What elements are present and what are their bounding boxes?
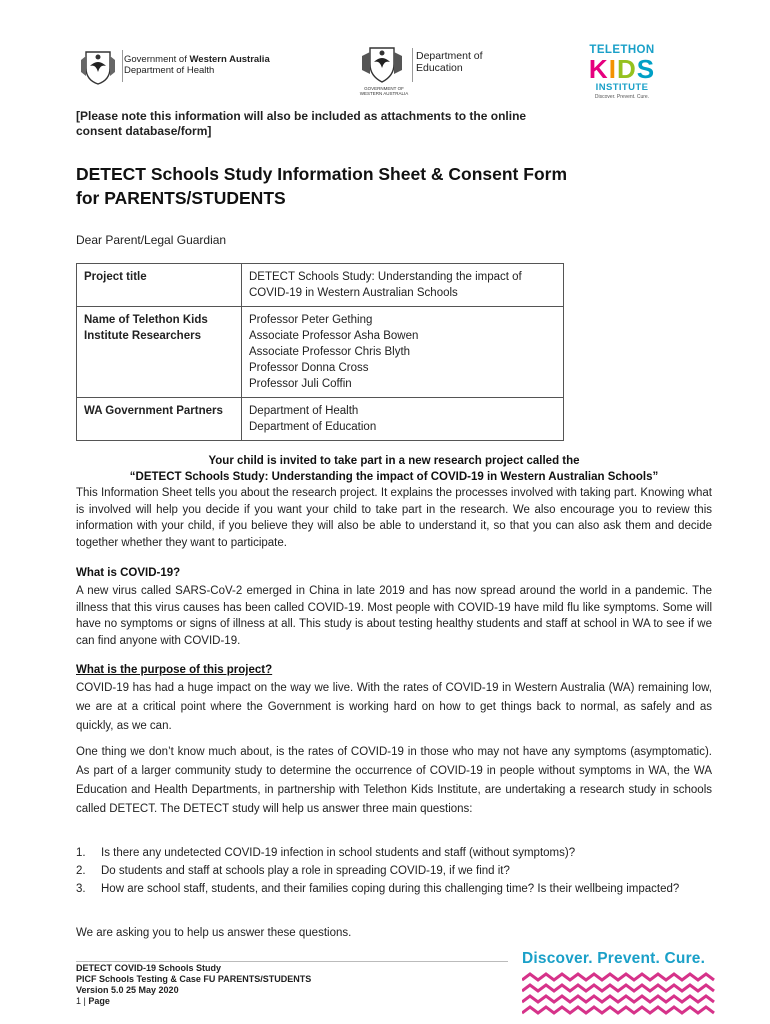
- kids-letter: S: [636, 54, 656, 84]
- footer-divider: [76, 961, 508, 962]
- researchers-label: Name of Telethon Kids Institute Researchers: [77, 307, 242, 398]
- questions-list: [76, 844, 712, 898]
- table-row: [77, 264, 564, 307]
- table-row: [77, 307, 564, 398]
- purpose-heading: What is the purpose of this project?: [76, 664, 273, 676]
- purpose-paragraph-1: COVID-19 has had a huge impact on the way we live. With the rates of COVID-19 in Western Australia (WA) remaining low, we are at a critical point where the Government is working hard on how to get things back to normal, as safely and as quickly, as we can.: [76, 682, 712, 732]
- document-footer: DETECT COVID-19 Schools Study PICF Schools Testing & Case FU PARENTS/STUDENTS Version 5.0 25 May 2020 1 | Page: [76, 963, 312, 1006]
- kids-wordmark: [580, 55, 664, 83]
- zigzag-pattern-icon: [522, 972, 716, 1016]
- project-title-value: DETECT Schools Study: Understanding the impact of COVID-19 in Western Australian Schools: [242, 264, 564, 307]
- intro-paragraph: This Information Sheet tells you about the research project. It explains the processes involved with taking part. Knowing what is involved will help you decide if you want your child to take part in the research. We also encourage you to review this information with your child, if you believe they will also be able to understand it, so that you can also ask them and decide together whether they want to participate.: [76, 487, 712, 549]
- kids-letter: K: [588, 54, 609, 84]
- kids-letter: D: [616, 54, 637, 84]
- telethon-kids-institute-logo: TELETHON KIDS INSTITUTE Discover. Prevent. Cure.: [580, 44, 664, 104]
- asking-statement: We are asking you to help us answer these questions.: [76, 927, 352, 939]
- researcher-name: Professor Juli Coffin: [249, 378, 352, 390]
- page-title: DETECT Schools Study Information Sheet & Consent Form for PARENTS/STUDENTS: [76, 164, 567, 208]
- covid-paragraph: A new virus called SARS-CoV-2 emerged in China in late 2019 and has now spread around the world in a pandemic. The illness that this virus causes has been called COVID-19. Most people with COVID-19 have mild flu like symptoms. Some will have no symptoms or signs of illness at all. This study is about testing healthy students and staff at school in WA to see if we can find anyone with COVID-19.: [76, 585, 712, 647]
- covid-heading: What is COVID-19?: [76, 567, 181, 579]
- page-number: 1: [76, 996, 82, 1006]
- list-item: 2. Do students and staff at schools play a role in spreading COVID-19, if we find it?: [76, 865, 510, 877]
- kids-letter: I: [608, 54, 617, 84]
- greeting: Dear Parent/Legal Guardian: [76, 233, 227, 247]
- table-row: [77, 398, 564, 441]
- researchers-list: [242, 307, 564, 398]
- researcher-name: Professor Donna Cross: [249, 362, 369, 374]
- list-item: 1. Is there any undetected COVID-19 infection in school students and staff (without symptoms)?: [76, 847, 576, 859]
- partner-name: Department of Health: [249, 405, 359, 417]
- project-info-table: [76, 263, 564, 441]
- purpose-paragraph-2: One thing we don’t know much about, is the rates of COVID-19 in those who may not have any symptoms (asymptomatic). As part of a larger community study to determine the occurrence of COVID-19 in people without symptoms in WA, the WA Education and Health Departments, in partnership with Telethon Kids Institute, are undertaking a research study in schools called DETECT. The DETECT study will help us answer three main questions:: [76, 746, 712, 815]
- invitation-heading: Your child is invited to take part in a new research project called the “DETECT Schools Study: Understanding the impact of COVID-19 in Western Australian Schools”: [129, 455, 659, 483]
- researcher-name: Professor Peter Gething: [249, 314, 373, 326]
- partners-list: [242, 398, 564, 441]
- project-title-label: Project title: [77, 264, 242, 307]
- department-of-education-logo: Department of Education GOVERNMENT OF WESTERN AUSTRALIA: [352, 42, 484, 100]
- attachment-note: [Please note this information will also be included as attachments to the online consent database/form]: [76, 109, 527, 138]
- list-item: 3. How are school staff, students, and their families coping during this challenging time? Is their wellbeing impacted?: [76, 883, 680, 895]
- tagline: Discover. Prevent. Cure.: [522, 950, 706, 967]
- wa-government-health-logo: Government of Western Australia Department of Health: [76, 44, 282, 88]
- researcher-name: Associate Professor Chris Blyth: [249, 346, 411, 358]
- wa-crest-icon: [78, 46, 118, 86]
- researcher-name: Associate Professor Asha Bowen: [249, 330, 419, 342]
- wa-crest-icon: [356, 44, 408, 86]
- partners-label: WA Government Partners: [77, 398, 242, 441]
- partner-name: Department of Education: [249, 421, 377, 433]
